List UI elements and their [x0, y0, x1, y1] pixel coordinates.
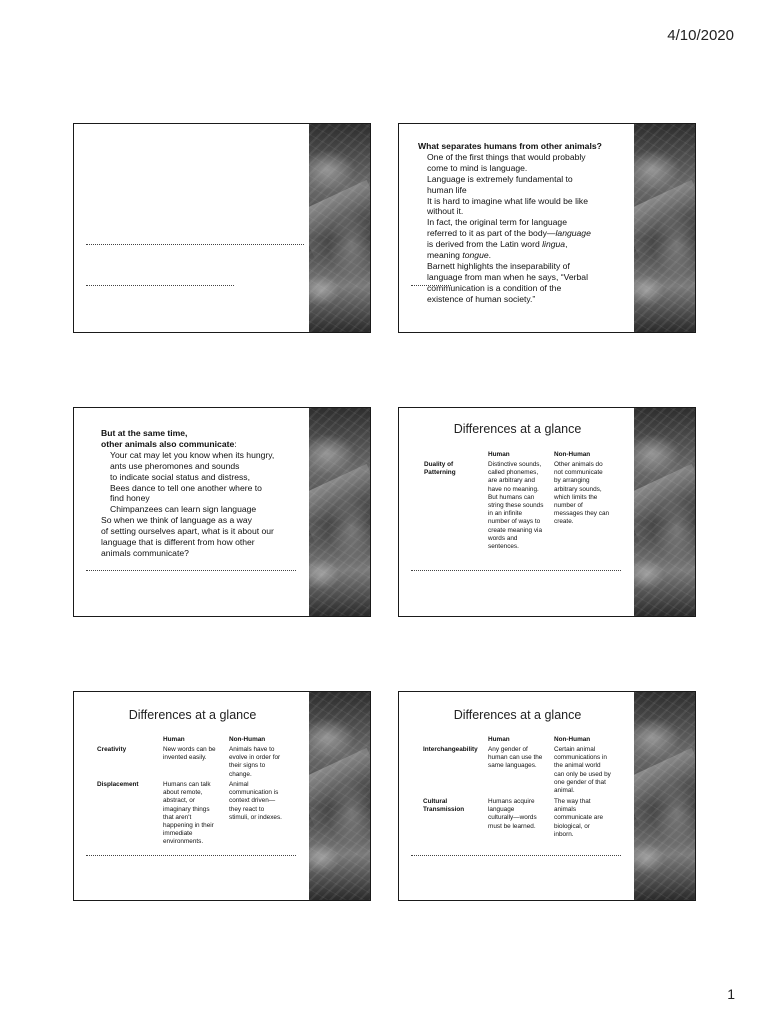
column-header-human: Human: [488, 451, 510, 458]
slide-2-body: [418, 141, 602, 305]
text-line: Barnett highlights the inseparability of: [427, 260, 570, 271]
notes-line: [86, 244, 304, 245]
cell-nonhuman: [554, 461, 616, 527]
cell-line: sentences.: [488, 543, 519, 551]
cell-line: happening in their: [163, 822, 214, 830]
text-line: language from man when he says, “Verbal: [427, 271, 588, 282]
cell-line: Animal: [229, 781, 249, 788]
cell-line: by arranging: [554, 477, 590, 485]
slide-decoration-image: [309, 408, 370, 616]
cell-line: communications in: [554, 754, 607, 762]
text-segment: .: [488, 250, 492, 261]
notes-line: [411, 570, 621, 571]
text-line: human life: [427, 184, 467, 195]
cell-line: inborn.: [554, 830, 574, 838]
cell-line: culturally—words: [488, 814, 537, 822]
text-segment: other animals also communicate: [101, 438, 235, 449]
cell-line: human can use the: [488, 754, 543, 762]
cell-line: that aren't: [163, 813, 192, 821]
cell-human: [488, 798, 550, 831]
cell-nonhuman: [554, 798, 616, 839]
italic-term: language: [555, 228, 591, 239]
text-line: In fact, the original term for language: [427, 217, 567, 228]
text-line: ants use pheromones and sounds: [110, 460, 240, 471]
slide-decoration-image: [309, 124, 370, 332]
text-line: Chimpanzees can learn sign language: [110, 504, 257, 515]
text-segment: is derived from the Latin word: [427, 239, 543, 250]
row-label-line: Creativity: [97, 746, 127, 753]
cell-line: biological, or: [554, 822, 590, 830]
row-label-line: Duality of: [424, 461, 454, 468]
row-label: [424, 461, 484, 477]
cell-line: not communicate: [554, 469, 603, 477]
page-number: 1: [727, 986, 735, 1002]
cell-line: number of: [554, 502, 583, 510]
cell-line: communication is: [229, 789, 279, 797]
cell-line: their signs to: [229, 762, 266, 770]
cell-line: Other animals do: [554, 461, 603, 468]
notes-line: [86, 285, 234, 286]
cell-human: [163, 781, 225, 847]
text-segment: referred to it as part of the body—: [427, 228, 556, 239]
cell-line: same languages.: [488, 762, 537, 770]
row-label: [423, 746, 483, 754]
cell-line: abstract, or: [163, 797, 195, 805]
cell-nonhuman: [229, 781, 291, 822]
cell-line: Animals have to: [229, 746, 275, 753]
text-line: language that is different from how other: [101, 537, 255, 548]
slide-title: Differences at a glance: [453, 708, 582, 722]
cell-line: string these sounds: [488, 502, 544, 510]
cell-line: one gender of that: [554, 778, 606, 786]
italic-term: tongue: [462, 250, 489, 261]
cell-line: immediate: [163, 830, 193, 838]
cell-human: [488, 746, 550, 771]
cell-line: about remote,: [163, 789, 203, 797]
cell-line: arbitrary sounds,: [554, 485, 602, 493]
text-line: [101, 439, 274, 450]
italic-term: lingua: [542, 239, 566, 250]
cell-line: which limits the: [554, 493, 598, 501]
notes-line: [86, 570, 296, 571]
cell-line: they react to: [229, 805, 265, 813]
text-line: find honey: [110, 493, 150, 504]
cell-line: can only be used by: [554, 770, 611, 778]
comparison-table: [399, 408, 636, 568]
cell-line: context driven—: [229, 797, 276, 805]
cell-line: invented easily.: [163, 754, 207, 762]
cell-line: communicate are: [554, 814, 604, 822]
slide-decoration-image: [634, 124, 695, 332]
cell-line: Humans can talk: [163, 781, 211, 788]
cell-human: [488, 461, 550, 551]
row-label: [97, 746, 157, 754]
cell-line: Any gender of: [488, 746, 528, 753]
cell-line: stimuli, or indexes.: [229, 813, 282, 821]
text-line: Your cat may let you know when its hungry,: [110, 449, 275, 460]
slide-decoration-image: [634, 692, 695, 900]
text-line: [418, 239, 602, 250]
text-line: Language is extremely fundamental to: [427, 173, 573, 184]
text-line: So when we think of language as a way: [101, 515, 252, 526]
text-line: [418, 228, 602, 239]
slide-5: [73, 691, 371, 901]
cell-line: imaginary things: [163, 805, 210, 813]
slide-4: [398, 407, 696, 617]
cell-line: words and: [488, 534, 518, 542]
text-line: of setting ourselves apart, what is it about our: [101, 526, 274, 537]
row-label-line: Displacement: [97, 781, 139, 788]
cell-line: create.: [554, 518, 574, 526]
slide-decoration-image: [634, 408, 695, 616]
slide-6: [398, 691, 696, 901]
cell-line: messages they can: [554, 510, 610, 518]
text-line: animals communicate?: [101, 547, 189, 558]
column-header-nonhuman: Non-Human: [229, 736, 266, 743]
cell-line: the animal world: [554, 762, 601, 770]
cell-line: language: [488, 806, 515, 814]
text-line: without it.: [427, 206, 464, 217]
cell-line: evolve in order for: [229, 754, 281, 762]
comparison-table: [399, 692, 636, 852]
cell-nonhuman: [554, 746, 616, 795]
cell-line: called phonemes,: [488, 469, 539, 477]
row-label-line: Transmission: [423, 806, 465, 814]
column-header-nonhuman: Non-Human: [554, 736, 591, 743]
text-line: come to mind is language.: [427, 162, 528, 173]
cell-human: [163, 746, 225, 762]
text-line: It is hard to imagine what life would be like: [427, 195, 588, 206]
cell-line: in an infinite: [488, 510, 523, 518]
row-label-line: Patterning: [424, 469, 456, 477]
cell-line: Certain animal: [554, 746, 596, 753]
cell-line: But humans can: [488, 493, 535, 501]
cell-line: are arbitrary and: [488, 477, 535, 485]
slide-title: Differences at a glance: [453, 422, 582, 436]
slide-3: [73, 407, 371, 617]
slide-2: [398, 123, 696, 333]
notes-line: [411, 855, 621, 856]
cell-line: Distinctive sounds,: [488, 461, 542, 468]
slide-heading: What separates humans from other animals?: [418, 141, 602, 151]
cell-line: number of ways to: [488, 518, 541, 526]
text-line: [418, 250, 602, 261]
text-segment: ,: [565, 239, 568, 250]
row-label: [97, 781, 157, 789]
slide-heading: But at the same time,: [101, 428, 188, 438]
slide-title: Differences at a glance: [128, 708, 257, 722]
text-line: to indicate social status and distress,: [110, 471, 250, 482]
column-header-human: Human: [488, 736, 510, 743]
cell-line: animal.: [554, 787, 575, 795]
comparison-table: [74, 692, 311, 852]
cell-line: create meaning via: [488, 526, 542, 534]
row-label: [423, 798, 483, 814]
column-header-human: Human: [163, 736, 185, 743]
cell-line: New words can be: [163, 746, 216, 753]
slide-3-body: [101, 428, 274, 559]
text-segment: meaning: [427, 250, 463, 261]
cell-line: animals: [554, 806, 577, 814]
cell-line: change.: [229, 770, 252, 778]
text-line: existence of human society.”: [427, 293, 536, 304]
slide-decoration-image: [309, 692, 370, 900]
row-label-line: Cultural: [423, 798, 448, 805]
text-segment: :: [234, 438, 237, 449]
cell-line: The way that: [554, 798, 591, 805]
notes-line: [86, 855, 296, 856]
text-line: One of the first things that would probably: [427, 151, 586, 162]
cell-line: environments.: [163, 838, 204, 846]
text-line: Bees dance to tell one another where to: [110, 482, 262, 493]
text-line: communication is a condition of the: [427, 282, 562, 293]
cell-line: Humans acquire: [488, 798, 535, 805]
row-label-line: Interchangeability: [423, 746, 478, 753]
cell-line: have no meaning.: [488, 485, 539, 493]
cell-nonhuman: [229, 746, 291, 779]
page-date: 4/10/2020: [667, 27, 734, 44]
column-header-nonhuman: Non-Human: [554, 451, 591, 458]
slide-1: [73, 123, 371, 333]
cell-line: must be learned.: [488, 822, 536, 830]
